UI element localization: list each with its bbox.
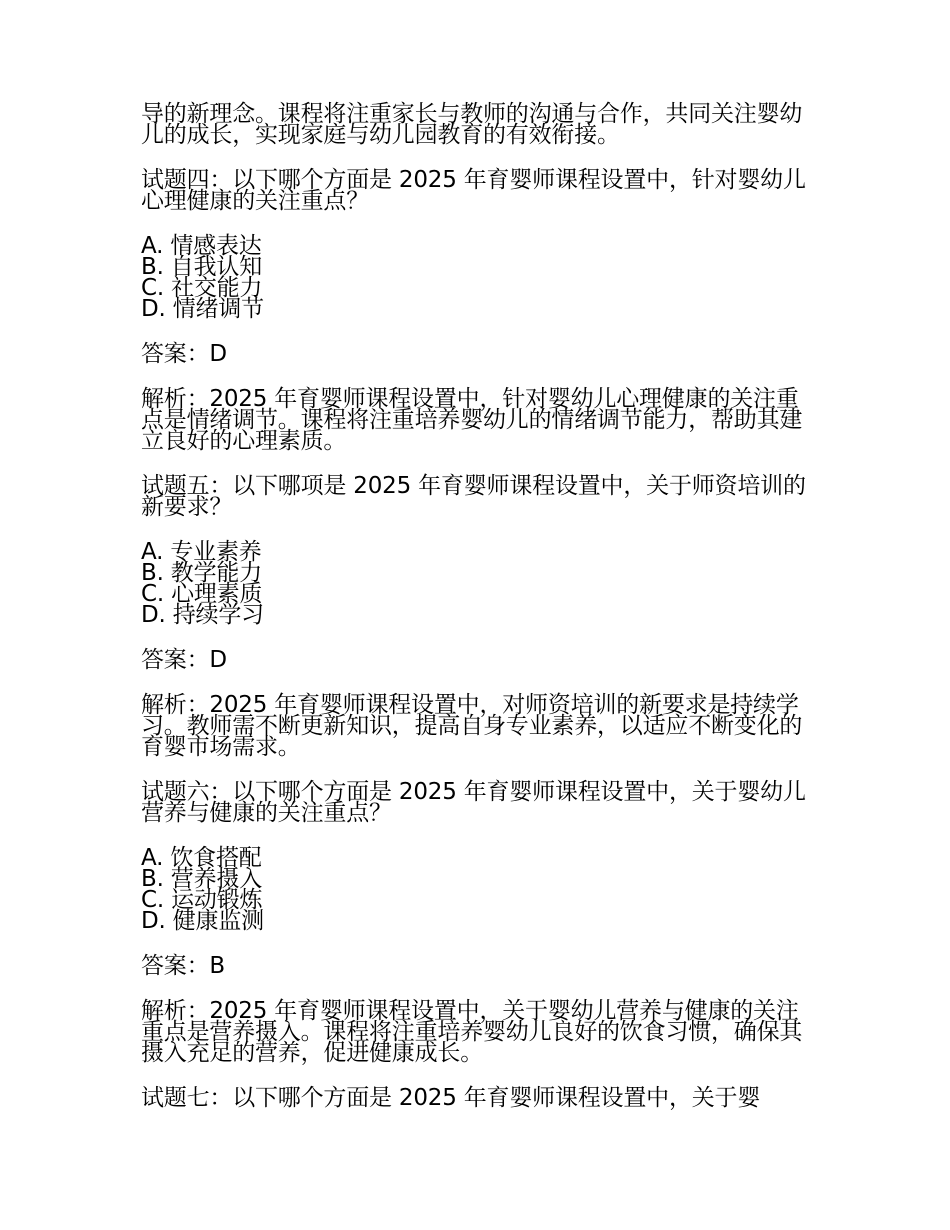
option-a: A. 情感表达 <box>141 233 262 259</box>
answer-4: 答案：D <box>141 341 227 367</box>
explanation-4: 解析：2025 年育婴师课程设置中，针对婴幼儿心理健康的关注重点是情绪调节。课程将注重培养婴幼儿的情绪调节能力，帮助其建立良好的心理素质。 <box>141 386 803 454</box>
explanation-6: 解析：2025 年育婴师课程设置中，关于婴幼儿营养与健康的关注重点是营养摄入。课程将注重培养婴幼儿良好的饮食习惯，确保其摄入充足的营养，促进健康成长。 <box>141 998 803 1066</box>
option-b: B. 自我认知 <box>141 254 263 280</box>
explanation-5: 解析：2025 年育婴师课程设置中，对师资培训的新要求是持续学习。教师需不断更新知识，提高自身专业素养，以适应不断变化的育婴市场需求。 <box>141 692 803 760</box>
option-b: B. 教学能力 <box>141 560 263 586</box>
question-6-options <box>141 845 813 934</box>
option-d: D. 情绪调节 <box>141 296 264 322</box>
intro-paragraph: 导的新理念。课程将注重家长与教师的沟通与合作，共同关注婴幼儿的成长，实现家庭与幼儿园教育的有效衔接。 <box>141 101 803 148</box>
option-d: D. 健康监测 <box>141 908 264 934</box>
answer-6: 答案：B <box>141 953 225 979</box>
option-d: D. 持续学习 <box>141 602 264 628</box>
question-4: 试题四：以下哪个方面是 2025 年育婴师课程设置中，针对婴幼儿心理健康的关注重点？ <box>141 167 806 214</box>
option-c: C. 心理素质 <box>141 581 263 607</box>
option-a: A. 饮食搭配 <box>141 845 262 871</box>
question-5-options <box>141 539 813 628</box>
document-page <box>141 101 813 1133</box>
option-a: A. 专业素养 <box>141 539 262 565</box>
option-b: B. 营养摄入 <box>141 866 263 892</box>
option-c: C. 社交能力 <box>141 275 263 301</box>
question-7: 试题七：以下哪个方面是 2025 年育婴师课程设置中，关于婴 <box>141 1085 761 1111</box>
answer-5: 答案：D <box>141 647 227 673</box>
question-5: 试题五：以下哪项是 2025 年育婴师课程设置中，关于师资培训的新要求？ <box>141 473 806 520</box>
question-6: 试题六：以下哪个方面是 2025 年育婴师课程设置中，关于婴幼儿营养与健康的关注重点？ <box>141 779 806 826</box>
question-4-options <box>141 233 813 322</box>
option-c: C. 运动锻炼 <box>141 887 263 913</box>
